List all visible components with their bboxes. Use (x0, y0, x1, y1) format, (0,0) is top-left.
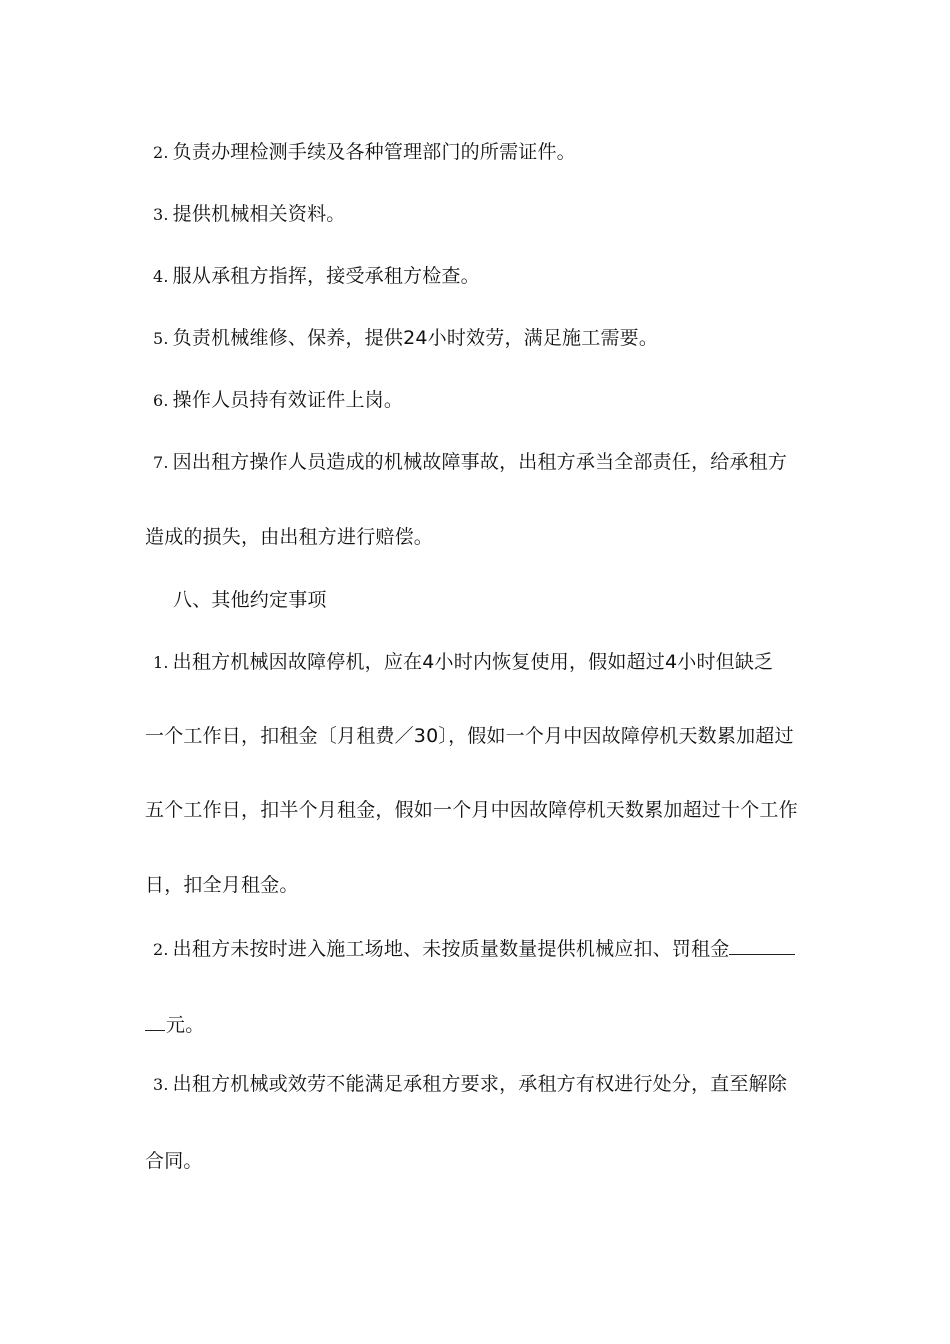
clause-7-line (153, 450, 787, 475)
section-heading (173, 588, 327, 612)
clause-text: 五个工作日，扣半个月租金，假如一个月中因故障停机天数累加超过十个工作 (145, 799, 798, 821)
clause-number: 2. (153, 143, 169, 162)
clause-text: 一个工作日，扣租金〔月租费／30〕，假如一个月中因故障停机天数累加超过 (145, 725, 794, 747)
clause-text: 合同。 (145, 1150, 203, 1172)
section8-clause-1-continuation-1 (145, 724, 794, 748)
section8-clause-1-continuation-2 (145, 798, 798, 822)
section8-clause-2-line (153, 936, 795, 962)
clause-text: 出租方未按时进入施工场地、未按质量数量提供机械应扣、罚租金 (172, 938, 730, 960)
clause-2-line (153, 140, 576, 165)
clause-text: 负责办理检测手续及各种管理部门的所需证件。 (172, 141, 576, 163)
clause-number: 6. (153, 391, 169, 410)
clause-6-line (153, 388, 403, 413)
clause-text: 日，扣全月租金。 (145, 874, 299, 896)
clause-text: 操作人员持有效证件上岗。 (172, 389, 404, 411)
clause-text: 造成的损失，由出租方进行赔偿。 (145, 526, 434, 548)
section8-clause-3-line (153, 1072, 787, 1097)
section8-clause-1-continuation-3 (145, 873, 299, 897)
fill-in-blank (145, 1012, 165, 1031)
clause-number: 5. (153, 329, 169, 348)
fill-in-blank (729, 936, 795, 955)
clause-number: 2. (153, 940, 169, 959)
clause-text: 因出租方操作人员造成的机械故障事故，出租方承当全部责任，给承租方 (172, 451, 788, 473)
clause-text: 服从承租方指挥，接受承租方检查。 (172, 265, 480, 287)
section8-clause-2-continuation (145, 1012, 204, 1037)
clause-text: 元。 (166, 1014, 205, 1036)
clause-text: 负责机械维修、保养，提供24小时效劳，满足施工需要。 (172, 327, 659, 349)
clause-4-line (153, 264, 480, 289)
clause-7-continuation (145, 525, 433, 549)
clause-5-line (153, 326, 658, 351)
section8-clause-1-line (153, 650, 773, 675)
clause-number: 7. (153, 453, 169, 472)
section-heading-text: 八、其他约定事项 (173, 589, 327, 611)
clause-number: 3. (153, 1075, 169, 1094)
clause-text: 出租方机械因故障停机，应在4小时内恢复使用，假如超过4小时但缺乏 (172, 651, 774, 673)
clause-number: 4. (153, 267, 169, 286)
clause-text: 提供机械相关资料。 (172, 203, 346, 225)
clause-3-line (153, 202, 345, 227)
clause-number: 1. (153, 653, 169, 672)
clause-text: 出租方机械或效劳不能满足承租方要求，承租方有权进行处分，直至解除 (172, 1073, 788, 1095)
section8-clause-3-continuation (145, 1149, 203, 1173)
clause-number: 3. (153, 205, 169, 224)
